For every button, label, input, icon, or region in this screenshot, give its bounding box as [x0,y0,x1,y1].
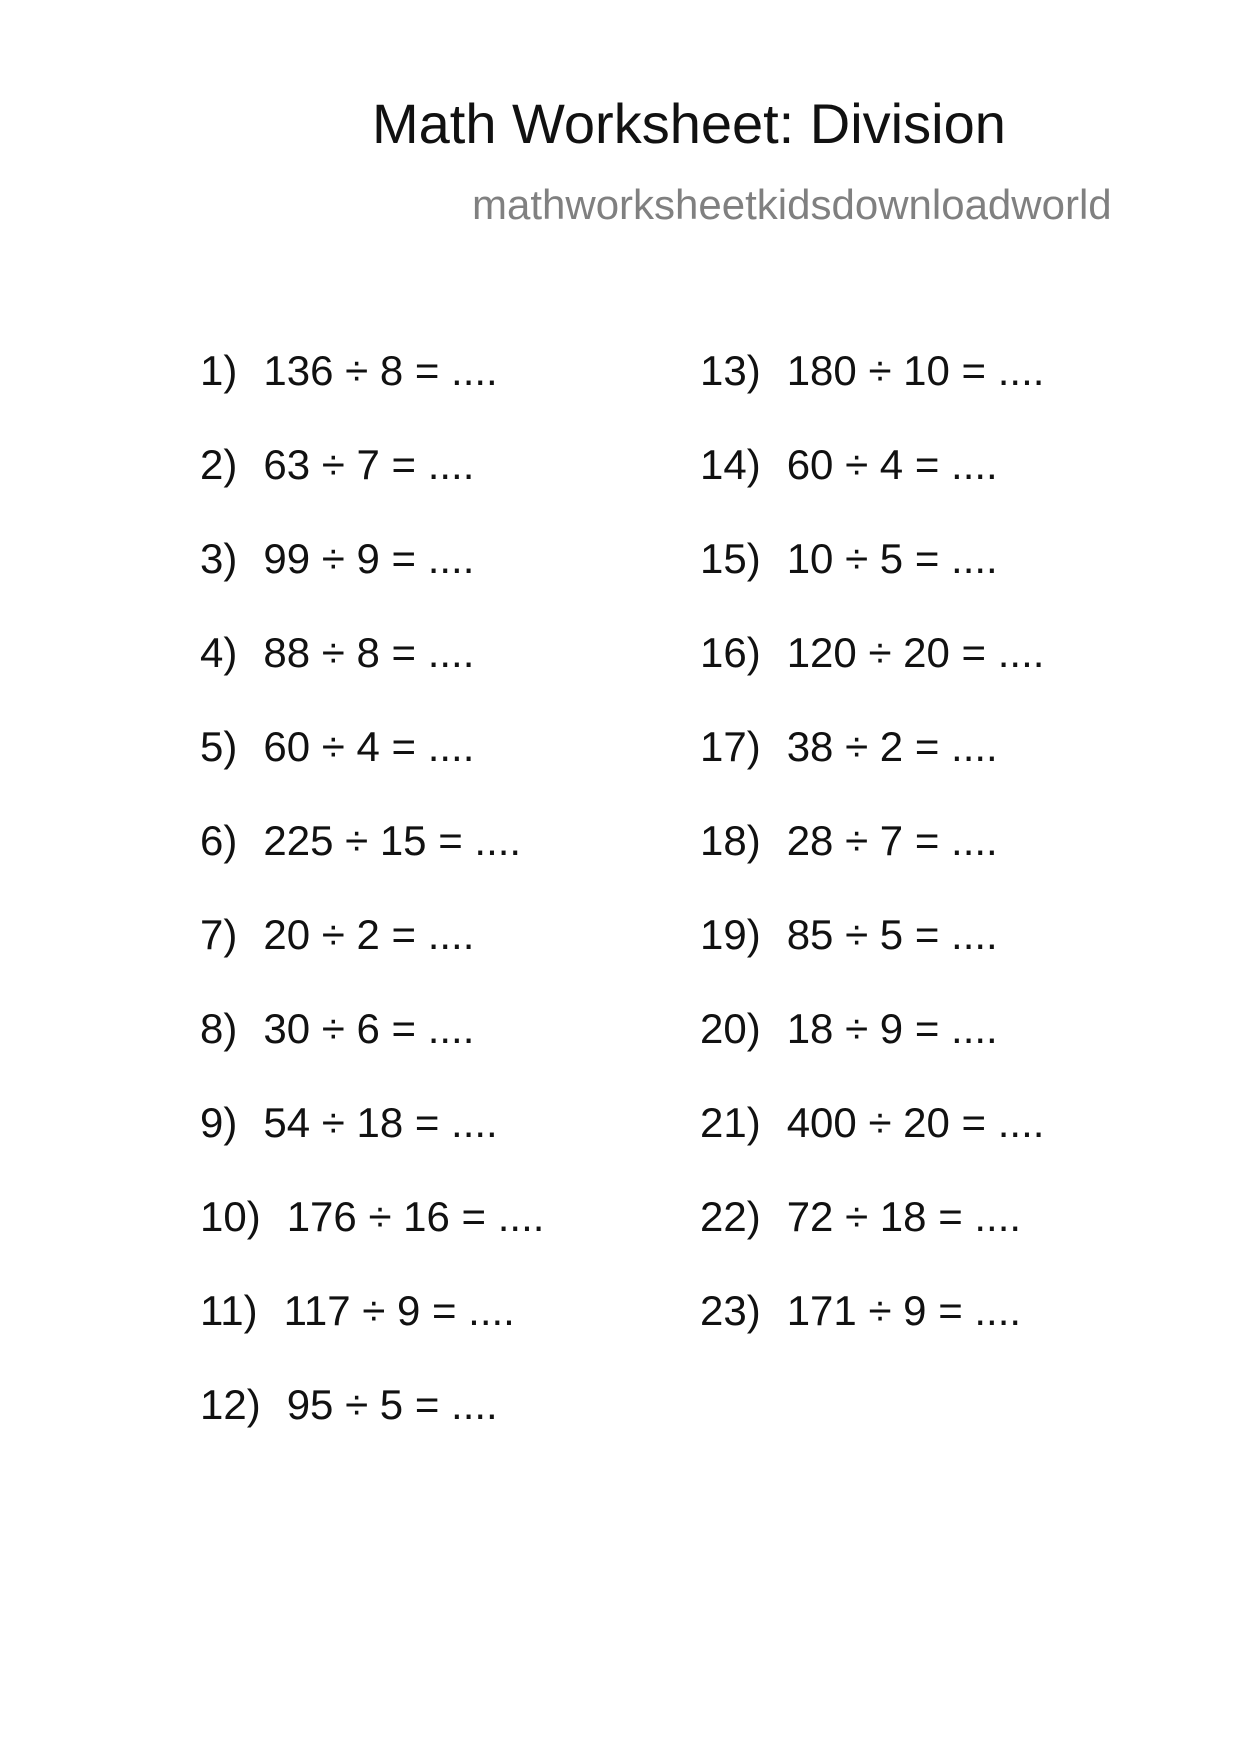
problem-expression: 30 ÷ 6 = .... [263,1005,475,1052]
problem-number: 2) [200,441,238,488]
problem-number: 7) [200,911,238,958]
problem-expression: 117 ÷ 9 = .... [283,1287,515,1334]
problem-item [200,1005,475,1052]
problem-expression: 20 ÷ 2 = .... [263,911,475,958]
problem-expression: 10 ÷ 5 = .... [786,535,998,582]
problem-item [700,1005,998,1052]
problem-item [200,1193,545,1240]
problem-number: 15) [700,535,761,582]
problem-number: 16) [700,629,761,676]
problem-number: 20) [700,1005,761,1052]
problem-expression: 95 ÷ 5 = .... [286,1381,498,1428]
problem-number: 4) [200,629,238,676]
problem-expression: 176 ÷ 16 = .... [286,1193,545,1240]
problem-item [700,723,998,770]
problem-number: 19) [700,911,761,958]
problem-item [700,1287,1022,1334]
problem-item [700,817,998,864]
problem-number: 23) [700,1287,761,1334]
problem-item [200,347,498,394]
problem-item [700,629,1045,676]
problem-item [200,629,475,676]
problem-item [200,1099,498,1146]
problem-number: 3) [200,535,238,582]
problem-item [200,441,475,488]
worksheet-subtitle: mathworksheetkidsdownloadworld [472,181,1112,228]
problem-item [200,723,475,770]
problem-expression: 180 ÷ 10 = .... [786,347,1045,394]
problem-item [700,441,998,488]
problem-expression: 225 ÷ 15 = .... [263,817,522,864]
problem-item [700,535,998,582]
problem-number: 22) [700,1193,761,1240]
problem-item [700,911,998,958]
worksheet-title: Math Worksheet: Division [372,92,1006,155]
problem-number: 1) [200,347,238,394]
problem-number: 12) [200,1381,261,1428]
problem-item [200,817,522,864]
problem-number: 10) [200,1193,261,1240]
problem-expression: 400 ÷ 20 = .... [786,1099,1045,1146]
problem-expression: 120 ÷ 20 = .... [786,629,1045,676]
problem-item [200,535,475,582]
problem-number: 13) [700,347,761,394]
problem-expression: 38 ÷ 2 = .... [786,723,998,770]
problem-expression: 88 ÷ 8 = .... [263,629,475,676]
problem-expression: 72 ÷ 18 = .... [786,1193,1022,1240]
problem-expression: 99 ÷ 9 = .... [263,535,475,582]
problem-expression: 60 ÷ 4 = .... [263,723,475,770]
problem-number: 17) [700,723,761,770]
problem-number: 11) [200,1287,258,1334]
problem-number: 6) [200,817,238,864]
problem-item [200,911,475,958]
problem-item [700,347,1045,394]
problem-number: 9) [200,1099,238,1146]
problem-expression: 171 ÷ 9 = .... [786,1287,1022,1334]
problem-expression: 28 ÷ 7 = .... [786,817,998,864]
problem-expression: 18 ÷ 9 = .... [786,1005,998,1052]
problem-number: 14) [700,441,761,488]
problem-item [200,1381,498,1428]
problem-item [700,1193,1022,1240]
problem-expression: 60 ÷ 4 = .... [786,441,998,488]
problem-expression: 136 ÷ 8 = .... [263,347,498,394]
problem-expression: 54 ÷ 18 = .... [263,1099,498,1146]
problem-number: 5) [200,723,238,770]
problem-item [700,1099,1045,1146]
problem-item [200,1287,515,1334]
problem-expression: 63 ÷ 7 = .... [263,441,475,488]
problem-number: 18) [700,817,761,864]
problem-number: 21) [700,1099,761,1146]
problem-number: 8) [200,1005,238,1052]
problem-expression: 85 ÷ 5 = .... [786,911,998,958]
